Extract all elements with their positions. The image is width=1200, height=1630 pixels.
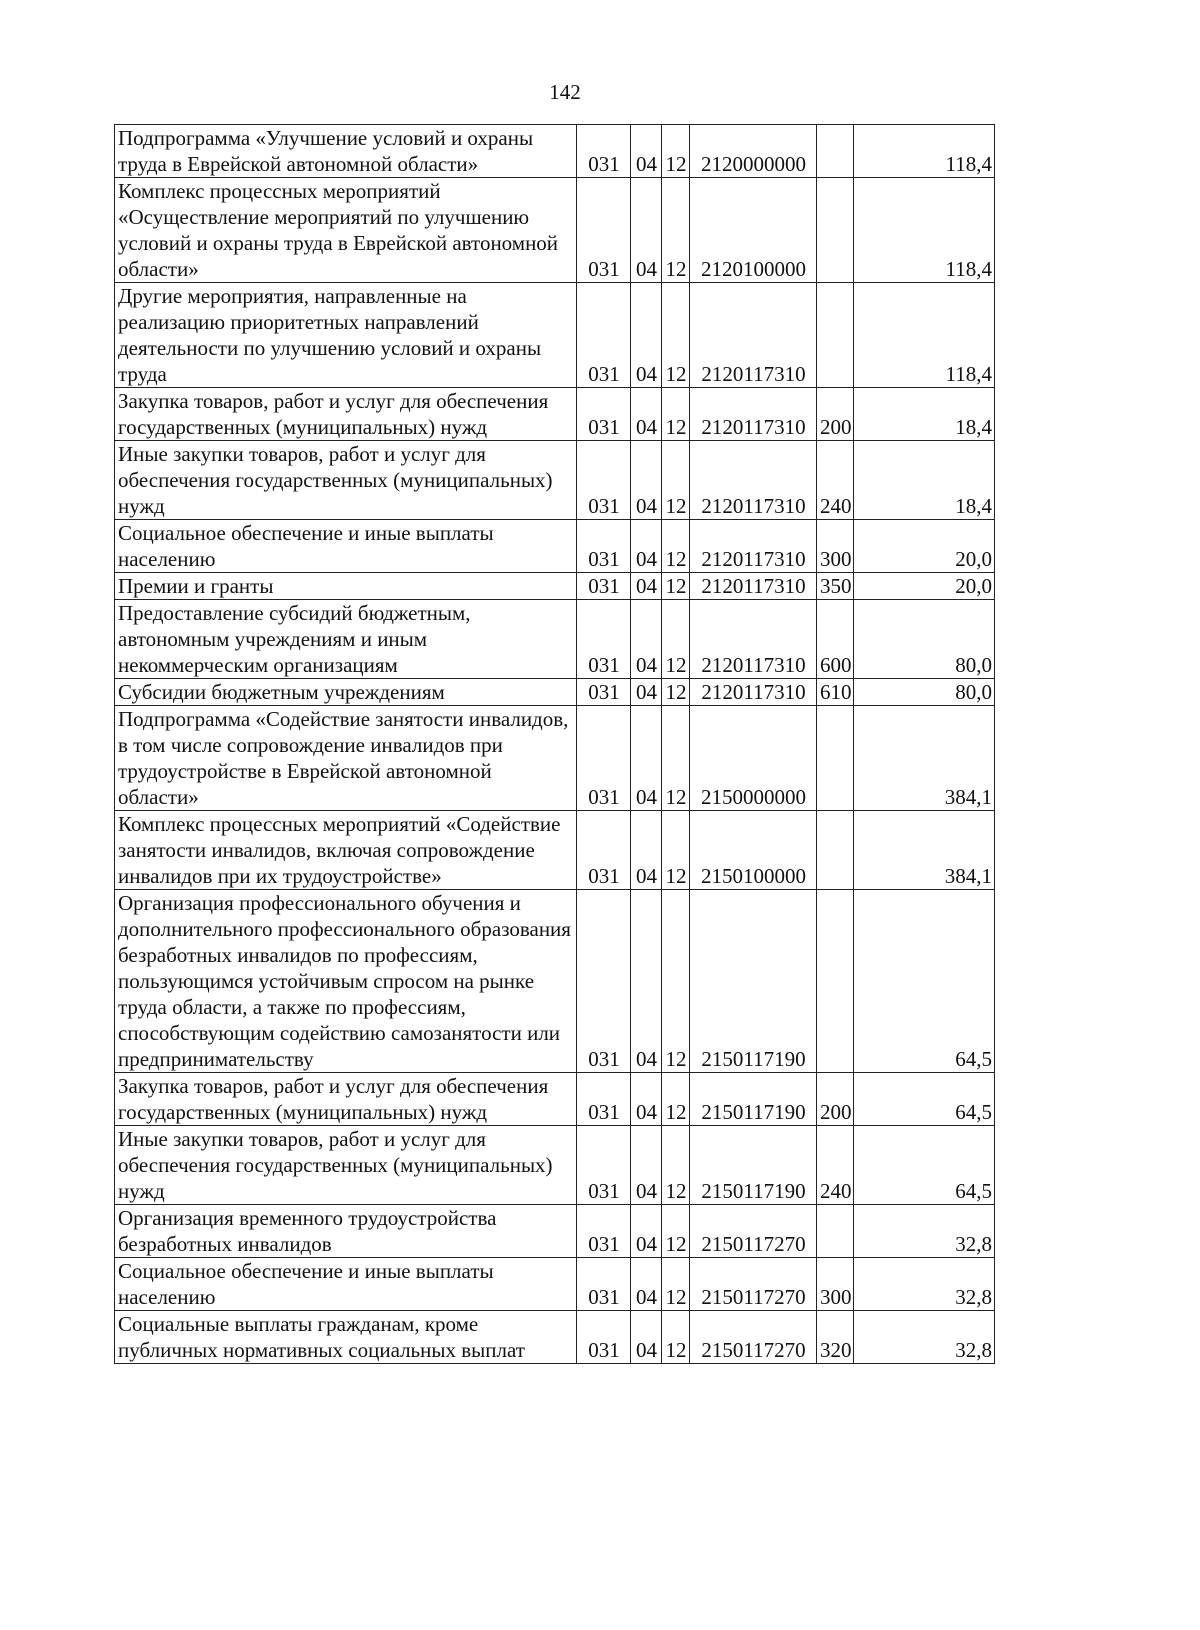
amount-cell: 32,8 xyxy=(854,1311,995,1364)
row-name-cell: Организация профессионального обучения и дополнительного профессионального образования безработных инвалидов по профессиям, пользующимся устойчивым спросом на рынке труда области, а также по профессиям, способствующим содействию самозанятости или предпринимательству xyxy=(115,890,577,1073)
expense-type-code-cell: 200 xyxy=(817,1073,854,1126)
table-row xyxy=(115,573,995,600)
target-article-code-cell: 2150117190 xyxy=(690,890,817,1073)
amount-cell: 64,5 xyxy=(854,1073,995,1126)
row-name-cell: Подпрограмма «Содействие занятости инвалидов, в том числе сопровождение инвалидов при трудоустройстве в Еврейской автономной области» xyxy=(115,706,577,811)
expense-type-code-cell: 610 xyxy=(817,679,854,706)
section-code-cell: 04 xyxy=(631,178,662,283)
ministry-code-cell: 031 xyxy=(577,125,631,178)
ministry-code-cell: 031 xyxy=(577,1311,631,1364)
row-name-cell: Подпрограмма «Улучшение условий и охраны труда в Еврейской автономной области» xyxy=(115,125,577,178)
section-code-cell: 04 xyxy=(631,1126,662,1205)
table-row xyxy=(115,1258,995,1311)
section-code-cell: 04 xyxy=(631,1311,662,1364)
target-article-code-cell: 2150117270 xyxy=(690,1258,817,1311)
expense-type-code-cell: 600 xyxy=(817,600,854,679)
section-code-cell: 04 xyxy=(631,283,662,388)
ministry-code-cell: 031 xyxy=(577,1126,631,1205)
section-code-cell: 04 xyxy=(631,890,662,1073)
table-row xyxy=(115,679,995,706)
target-article-code-cell: 2150117190 xyxy=(690,1126,817,1205)
section-code-cell: 04 xyxy=(631,520,662,573)
amount-cell: 32,8 xyxy=(854,1258,995,1311)
table-row xyxy=(115,1073,995,1126)
row-name-cell: Другие мероприятия, направленные на реализацию приоритетных направлений деятельности по улучшению условий и охраны труда xyxy=(115,283,577,388)
target-article-code-cell: 2120117310 xyxy=(690,388,817,441)
target-article-code-cell: 2120117310 xyxy=(690,441,817,520)
target-article-code-cell: 2120100000 xyxy=(690,178,817,283)
amount-cell: 20,0 xyxy=(854,573,995,600)
row-name-cell: Иные закупки товаров, работ и услуг для обеспечения государственных (муниципальных) нужд xyxy=(115,1126,577,1205)
expense-type-code-cell xyxy=(817,178,854,283)
target-article-code-cell: 2150117190 xyxy=(690,1073,817,1126)
subsection-code-cell: 12 xyxy=(662,1258,690,1311)
ministry-code-cell: 031 xyxy=(577,1205,631,1258)
row-name-cell: Социальное обеспечение и иные выплаты населению xyxy=(115,1258,577,1311)
amount-cell: 80,0 xyxy=(854,600,995,679)
amount-cell: 64,5 xyxy=(854,890,995,1073)
section-code-cell: 04 xyxy=(631,441,662,520)
table-row xyxy=(115,441,995,520)
subsection-code-cell: 12 xyxy=(662,125,690,178)
ministry-code-cell: 031 xyxy=(577,283,631,388)
ministry-code-cell: 031 xyxy=(577,811,631,890)
subsection-code-cell: 12 xyxy=(662,441,690,520)
subsection-code-cell: 12 xyxy=(662,706,690,811)
section-code-cell: 04 xyxy=(631,600,662,679)
section-code-cell: 04 xyxy=(631,1205,662,1258)
ministry-code-cell: 031 xyxy=(577,679,631,706)
row-name-cell: Субсидии бюджетным учреждениям xyxy=(115,679,577,706)
section-code-cell: 04 xyxy=(631,811,662,890)
table-row xyxy=(115,1205,995,1258)
amount-cell: 118,4 xyxy=(854,125,995,178)
amount-cell: 118,4 xyxy=(854,283,995,388)
amount-cell: 32,8 xyxy=(854,1205,995,1258)
target-article-code-cell: 2150000000 xyxy=(690,706,817,811)
ministry-code-cell: 031 xyxy=(577,890,631,1073)
row-name-cell: Закупка товаров, работ и услуг для обеспечения государственных (муниципальных) нужд xyxy=(115,1073,577,1126)
page-number: 142 xyxy=(549,80,581,104)
subsection-code-cell: 12 xyxy=(662,1311,690,1364)
target-article-code-cell: 2150100000 xyxy=(690,811,817,890)
budget-table xyxy=(114,124,995,1364)
subsection-code-cell: 12 xyxy=(662,811,690,890)
expense-type-code-cell xyxy=(817,283,854,388)
amount-cell: 20,0 xyxy=(854,520,995,573)
table-row xyxy=(115,600,995,679)
expense-type-code-cell: 300 xyxy=(817,520,854,573)
row-name-cell: Организация временного трудоустройства безработных инвалидов xyxy=(115,1205,577,1258)
row-name-cell: Комплекс процессных мероприятий «Осуществление мероприятий по улучшению условий и охраны труда в Еврейской автономной области» xyxy=(115,178,577,283)
table-row xyxy=(115,1311,995,1364)
subsection-code-cell: 12 xyxy=(662,388,690,441)
row-name-cell: Социальные выплаты гражданам, кроме публичных нормативных социальных выплат xyxy=(115,1311,577,1364)
ministry-code-cell: 031 xyxy=(577,600,631,679)
table-row xyxy=(115,283,995,388)
ministry-code-cell: 031 xyxy=(577,388,631,441)
ministry-code-cell: 031 xyxy=(577,706,631,811)
subsection-code-cell: 12 xyxy=(662,1073,690,1126)
row-name-cell: Предоставление субсидий бюджетным, автономным учреждениям и иным некоммерческим организациям xyxy=(115,600,577,679)
section-code-cell: 04 xyxy=(631,1073,662,1126)
budget-table-body xyxy=(115,125,995,1364)
section-code-cell: 04 xyxy=(631,706,662,811)
ministry-code-cell: 031 xyxy=(577,520,631,573)
target-article-code-cell: 2120117310 xyxy=(690,283,817,388)
subsection-code-cell: 12 xyxy=(662,283,690,388)
expense-type-code-cell xyxy=(817,890,854,1073)
expense-type-code-cell xyxy=(817,125,854,178)
table-row xyxy=(115,811,995,890)
row-name-cell: Закупка товаров, работ и услуг для обеспечения государственных (муниципальных) нужд xyxy=(115,388,577,441)
section-code-cell: 04 xyxy=(631,1258,662,1311)
target-article-code-cell: 2120117310 xyxy=(690,520,817,573)
subsection-code-cell: 12 xyxy=(662,679,690,706)
amount-cell: 118,4 xyxy=(854,178,995,283)
ministry-code-cell: 031 xyxy=(577,441,631,520)
ministry-code-cell: 031 xyxy=(577,1258,631,1311)
table-row xyxy=(115,1126,995,1205)
expense-type-code-cell: 350 xyxy=(817,573,854,600)
table-row xyxy=(115,388,995,441)
row-name-cell: Комплекс процессных мероприятий «Содействие занятости инвалидов, включая сопровождение инвалидов при их трудоустройстве» xyxy=(115,811,577,890)
expense-type-code-cell: 240 xyxy=(817,441,854,520)
ministry-code-cell: 031 xyxy=(577,178,631,283)
target-article-code-cell: 2150117270 xyxy=(690,1205,817,1258)
subsection-code-cell: 12 xyxy=(662,1126,690,1205)
amount-cell: 80,0 xyxy=(854,679,995,706)
row-name-cell: Иные закупки товаров, работ и услуг для обеспечения государственных (муниципальных) нужд xyxy=(115,441,577,520)
table-row xyxy=(115,890,995,1073)
section-code-cell: 04 xyxy=(631,573,662,600)
amount-cell: 18,4 xyxy=(854,441,995,520)
amount-cell: 384,1 xyxy=(854,811,995,890)
ministry-code-cell: 031 xyxy=(577,573,631,600)
row-name-cell: Социальное обеспечение и иные выплаты населению xyxy=(115,520,577,573)
target-article-code-cell: 2120117310 xyxy=(690,573,817,600)
row-name-cell: Премии и гранты xyxy=(115,573,577,600)
expense-type-code-cell: 320 xyxy=(817,1311,854,1364)
amount-cell: 384,1 xyxy=(854,706,995,811)
table-row xyxy=(115,520,995,573)
subsection-code-cell: 12 xyxy=(662,1205,690,1258)
target-article-code-cell: 2120117310 xyxy=(690,679,817,706)
expense-type-code-cell: 240 xyxy=(817,1126,854,1205)
subsection-code-cell: 12 xyxy=(662,890,690,1073)
subsection-code-cell: 12 xyxy=(662,178,690,283)
subsection-code-cell: 12 xyxy=(662,520,690,573)
ministry-code-cell: 031 xyxy=(577,1073,631,1126)
expense-type-code-cell xyxy=(817,706,854,811)
subsection-code-cell: 12 xyxy=(662,600,690,679)
section-code-cell: 04 xyxy=(631,125,662,178)
table-row xyxy=(115,706,995,811)
amount-cell: 64,5 xyxy=(854,1126,995,1205)
amount-cell: 18,4 xyxy=(854,388,995,441)
expense-type-code-cell: 200 xyxy=(817,388,854,441)
target-article-code-cell: 2150117270 xyxy=(690,1311,817,1364)
table-row xyxy=(115,125,995,178)
section-code-cell: 04 xyxy=(631,679,662,706)
subsection-code-cell: 12 xyxy=(662,573,690,600)
target-article-code-cell: 2120117310 xyxy=(690,600,817,679)
section-code-cell: 04 xyxy=(631,388,662,441)
table-row xyxy=(115,178,995,283)
expense-type-code-cell: 300 xyxy=(817,1258,854,1311)
expense-type-code-cell xyxy=(817,811,854,890)
target-article-code-cell: 2120000000 xyxy=(690,125,817,178)
expense-type-code-cell xyxy=(817,1205,854,1258)
